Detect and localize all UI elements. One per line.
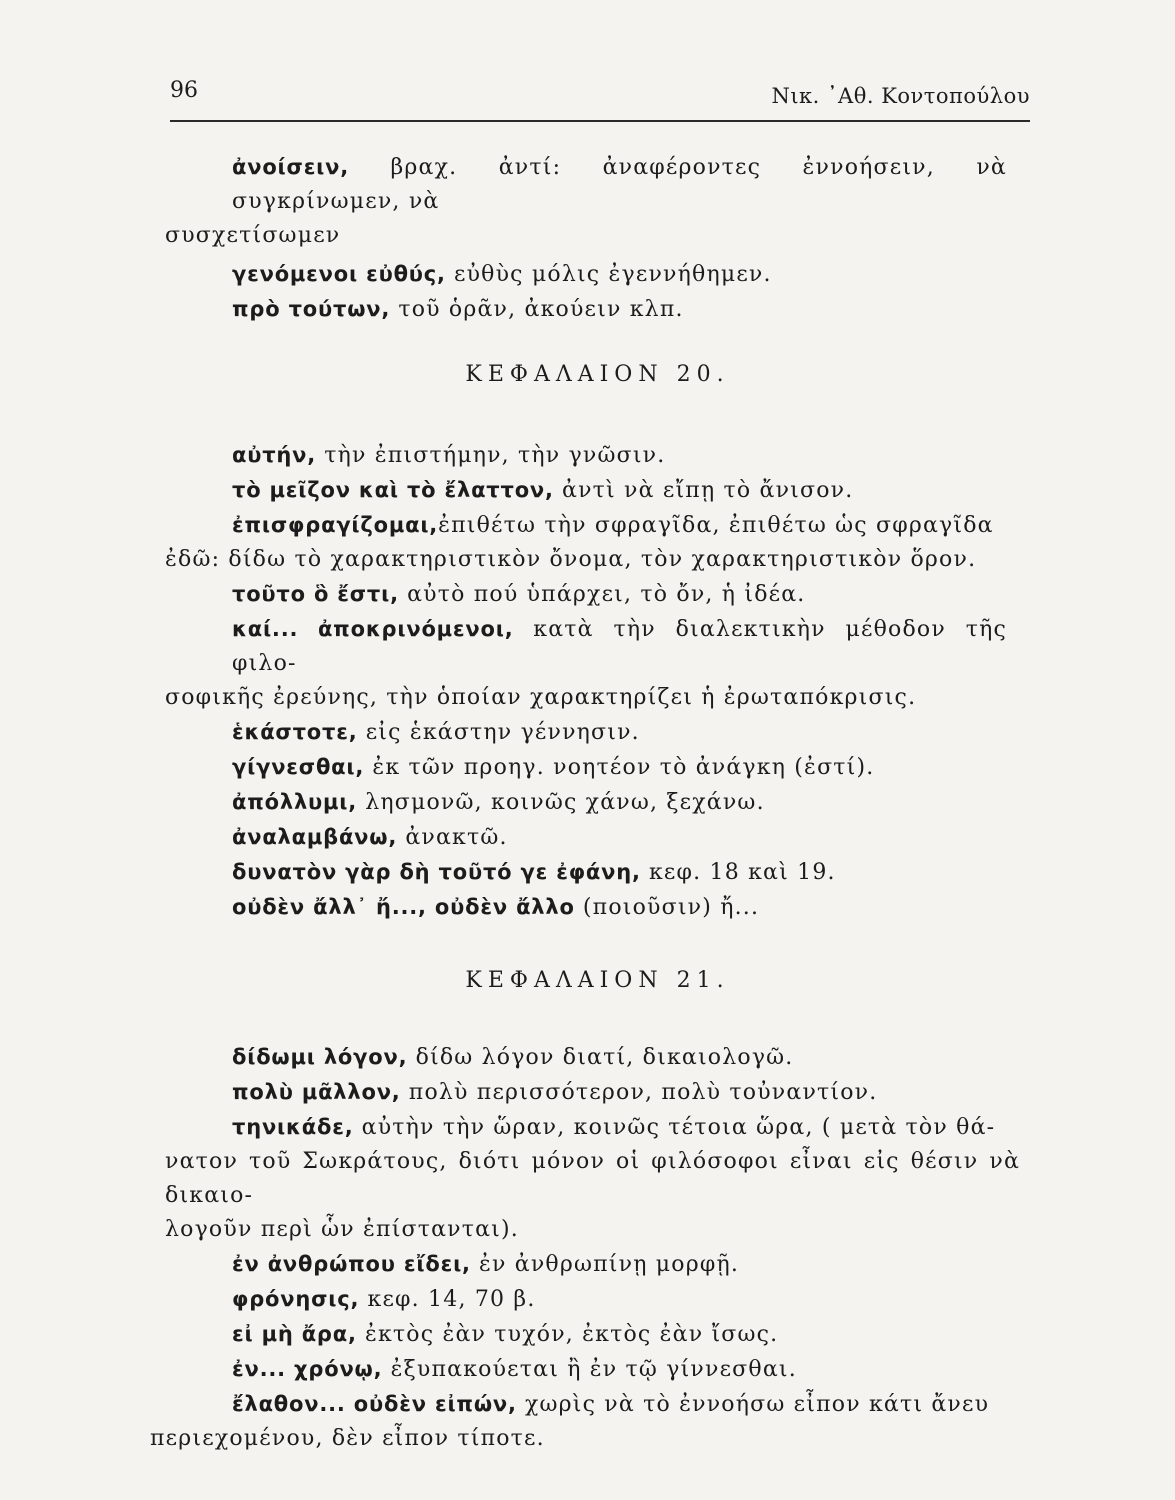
gloss-entry (0, 473, 1007, 508)
gloss-term: ἑκάστοτε, (232, 720, 358, 744)
gloss-entry (0, 715, 1007, 750)
gloss-term: πρὸ τούτων, (232, 297, 391, 321)
gloss-continuation: νατον τοῦ Σωκράτους, διότι μόνον οἱ φιλόσοφοι εἶναι εἰς θέσιν νὰ δικαιο- (165, 1149, 1020, 1208)
gloss-entry (0, 1040, 1007, 1075)
gloss-definition: βραχ. ἀντί: ἀναφέροντες ἐννοήσειν, νὰ συγκρίνωμεν, νὰ (232, 155, 1007, 214)
gloss-entry (0, 1317, 1007, 1352)
gloss-term: ἐπισφραγίζομαι, (232, 513, 439, 537)
gloss-definition: εἰς ἑκάστην γέννησιν. (357, 720, 640, 745)
gloss-definition: κεφ. 18 καὶ 19. (640, 860, 836, 885)
page-number: 96 (170, 78, 198, 103)
gloss-entry (0, 150, 1007, 219)
gloss-definition: κεφ. 14, 70 β. (359, 1287, 536, 1312)
gloss-term: ἔλαθον... οὐδὲν εἰπών, (232, 1392, 517, 1416)
gloss-term: πολὺ μᾶλλον, (232, 1080, 401, 1104)
gloss-definition: τὴν ἐπιστήμην, τὴν γνῶσιν. (316, 443, 666, 468)
gloss-definition: κατὰ τὴν διαλεκτικὴν μέθοδον τῆς φιλο- (232, 617, 1007, 676)
gloss-entry (0, 1282, 1007, 1317)
gloss-definition: ἐν ἀνθρωπίνῃ μορφῇ. (470, 1252, 740, 1277)
gloss-continuation: λογοῦν περὶ ὧν ἐπίστανται). (165, 1217, 519, 1242)
gloss-term: φρόνησις, (232, 1287, 360, 1311)
gloss-term: ἀναλαμβάνω, (232, 825, 398, 849)
gloss-entry (0, 750, 1007, 785)
gloss-definition: λησμονῶ, κοινῶς χάνω, ξεχάνω. (357, 790, 765, 815)
gloss-term: τηνικάδε, (232, 1115, 354, 1139)
gloss-entry (0, 577, 1007, 612)
header-rule (170, 120, 1030, 122)
gloss-definition: (ποιοῦσιν) ἤ... (574, 895, 760, 920)
gloss-entry (0, 612, 1007, 681)
gloss-definition: ἀνακτῶ. (397, 825, 508, 850)
gloss-continuation: ἐδῶ: δίδω τὸ χαρακτηριστικὸν ὄνομα, τὸν χαρακτηριστικὸν ὅρον. (165, 547, 977, 572)
gloss-term: τὸ μεῖζον καὶ τὸ ἔλαττον, (232, 478, 554, 502)
gloss-definition: δίδω λόγον διατί, δικαιολογῶ. (407, 1045, 794, 1070)
gloss-term: ἐν ἀνθρώπου εἴδει, (232, 1252, 471, 1276)
running-head: Νικ. ᾽Αθ. Κοντοπούλου (771, 84, 1030, 108)
gloss-definition: ἐξυπακούεται ἢ ἐν τῷ γίννεσθαι. (382, 1357, 797, 1382)
chapter-21-entries (0, 1040, 1175, 1456)
gloss-definition: ἀντὶ νὰ εἴπῃ τὸ ἄνισον. (553, 478, 854, 503)
gloss-term: γίγνεσθαι, (232, 755, 365, 779)
gloss-term: δίδωμι λόγον, (232, 1045, 408, 1069)
gloss-entry (0, 1387, 1007, 1422)
gloss-entry (0, 1075, 1007, 1110)
gloss-entry (0, 257, 1007, 292)
gloss-term: γενόμενοι εὐθύς, (232, 262, 446, 286)
gloss-entry (0, 1352, 1007, 1387)
gloss-term: ἀπόλλυμι, (232, 790, 358, 814)
gloss-definition: χωρὶς νὰ τὸ ἐννοήσω εἶπον κάτι ἄνευ (516, 1392, 990, 1417)
gloss-term: ἀνοίσειν, (232, 155, 350, 179)
gloss-entry (0, 438, 1007, 473)
chapter-21-title: ΚΕΦΑΛΑΙΟΝ 21. (465, 968, 730, 993)
gloss-definition: ἐπιθέτω τὴν σφραγῖδα, ἐπιθέτω ὡς σφραγῖδα (438, 513, 994, 538)
gloss-entry (0, 292, 1007, 327)
gloss-entry (0, 1110, 1007, 1145)
gloss-term: οὐδὲν ἄλλ᾽ ἤ..., οὐδὲν ἄλλο (232, 895, 575, 919)
gloss-entry (0, 1247, 1007, 1282)
gloss-entry (0, 508, 1007, 543)
top-entries (0, 150, 1175, 327)
gloss-term: ἐν... χρόνῳ, (232, 1357, 383, 1381)
gloss-definition: τοῦ ὁρᾶν, ἀκούειν κλπ. (390, 297, 684, 322)
gloss-entry (0, 785, 1007, 820)
gloss-definition: αὐτὴν τὴν ὥραν, κοινῶς τέτοια ὥρα, ( μετὰ τὸν θά- (353, 1115, 996, 1140)
gloss-term: αὐτήν, (232, 443, 317, 467)
gloss-term: εἰ μὴ ἄρα, (232, 1322, 357, 1346)
gloss-definition: αὐτὸ πού ὑπάρχει, τὸ ὄν, ἡ ἰδέα. (398, 582, 806, 607)
gloss-continuation: περιεχομένου, δὲν εἶπον τίποτε. (150, 1426, 545, 1451)
gloss-continuation: συσχετίσωμεν (165, 223, 341, 248)
gloss-entry (0, 820, 1007, 855)
gloss-continuation: σοφικῆς ἐρεύνης, τὴν ὁποίαν χαρακτηρίζει ἡ ἐρωταπόκρισις. (165, 685, 917, 710)
gloss-definition: ἐκ τῶν προηγ. νοητέον τὸ ἀνάγκη (ἐστί). (364, 755, 875, 780)
chapter-20-entries (0, 438, 1175, 925)
gloss-definition: ἐκτὸς ἐὰν τυχόν, ἐκτὸς ἐὰν ἴσως. (356, 1322, 779, 1347)
chapter-20-title: ΚΕΦΑΛΑΙΟΝ 20. (465, 362, 730, 387)
gloss-term: δυνατὸν γὰρ δὴ τοῦτό γε ἐφάνη, (232, 860, 641, 884)
gloss-entry (0, 890, 1007, 925)
gloss-entry (0, 855, 1007, 890)
gloss-definition: πολὺ περισσότερον, πολὺ τοὐναντίον. (400, 1080, 878, 1105)
gloss-definition: εὐθὺς μόλις ἐγεννήθημεν. (445, 262, 772, 287)
gloss-term: καί... ἀποκρινόμενοι, (232, 617, 514, 641)
gloss-term: τοῦτο ὃ ἔστι, (232, 582, 399, 606)
